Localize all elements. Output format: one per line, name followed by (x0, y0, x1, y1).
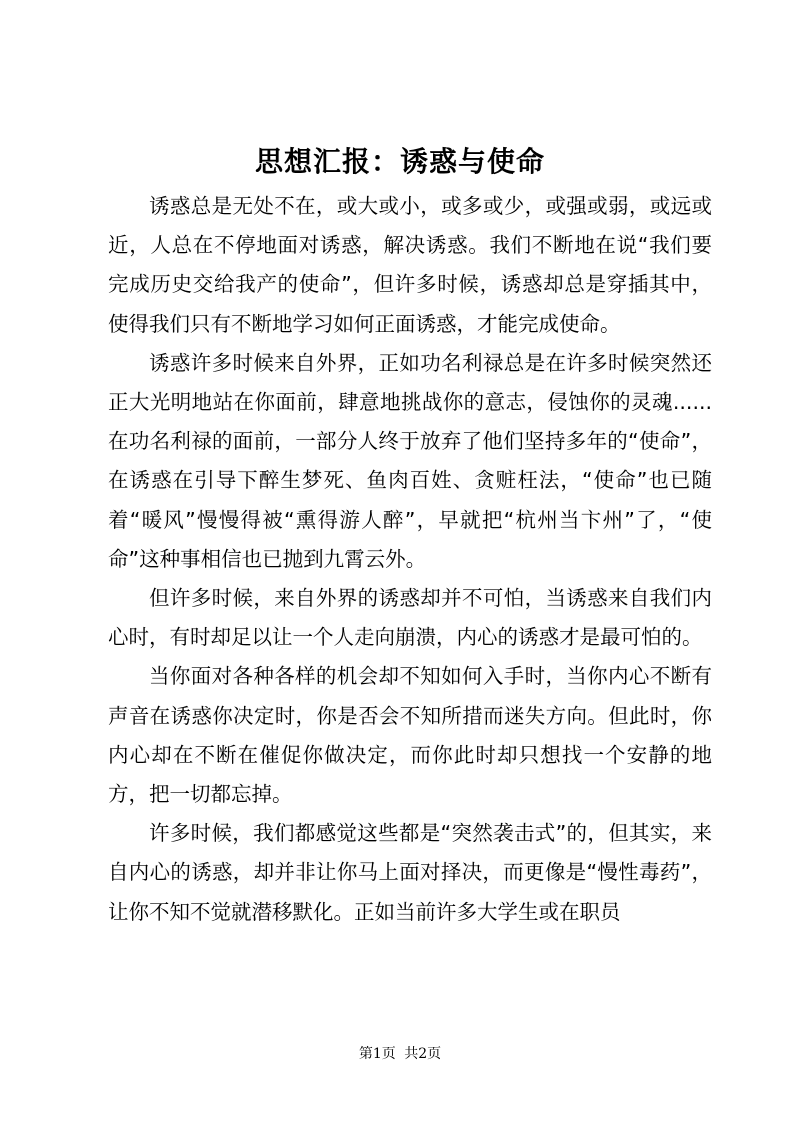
document-body (108, 187, 712, 932)
document-title: 思想汇报：诱惑与使命 (254, 145, 545, 178)
paragraph: 许多时候，我们都感觉这些都是“突然袭击式”的，但其实，来自内心的诱惑，却并非让你马上面对择决，而更像是“慢性毒药”，让你不知不觉就潜移默化。正如当前许多大学生或在职员 (108, 821, 712, 924)
paragraph: 当你面对各种各样的机会却不知如何入手时，当你内心不断有声音在诱惑你决定时，你是否会不知所措而迷失方向。但此时，你内心却在不断在催促你做决定，而你此时却只想找一个安静的地方，把一切都忘掉。 (108, 664, 712, 807)
page-number: 第1页 (358, 1046, 396, 1062)
page-footer (0, 1044, 800, 1064)
paragraph: 但许多时候，来自外界的诱惑却并不可怕，当诱惑来自我们内心时，有时却足以让一个人走向崩溃，内心的诱惑才是最可怕的。 (108, 586, 712, 650)
paragraph: 诱惑总是无处不在，或大或小，或多或少，或强或弱，或远或近，人总在不停地面对诱惑，解决诱惑。我们不断地在说“我们要完成历史交给我产的使命”，但许多时候，诱惑却总是穿插其中，使得我们只有不断地学习如何正面诱惑，才能完成使命。 (108, 194, 712, 336)
paragraph: 诱惑许多时候来自外界，正如功名利禄总是在许多时候突然还正大光明地站在你面前，肆意地挑战你的意志，侵蚀你的灵魂......在功名利禄的面前，一部分人终于放弃了他们坚持多年的“使命”，在诱惑在引导下醉生梦死、鱼肉百姓、贪赃枉法，“使命”也已随着“暖风”慢慢得被“熏得游人醉”，早就把“杭州当卞州”了，“使命”这种事相信也已抛到九霄云外。 (108, 350, 712, 571)
page-total: 共2页 (404, 1046, 442, 1062)
